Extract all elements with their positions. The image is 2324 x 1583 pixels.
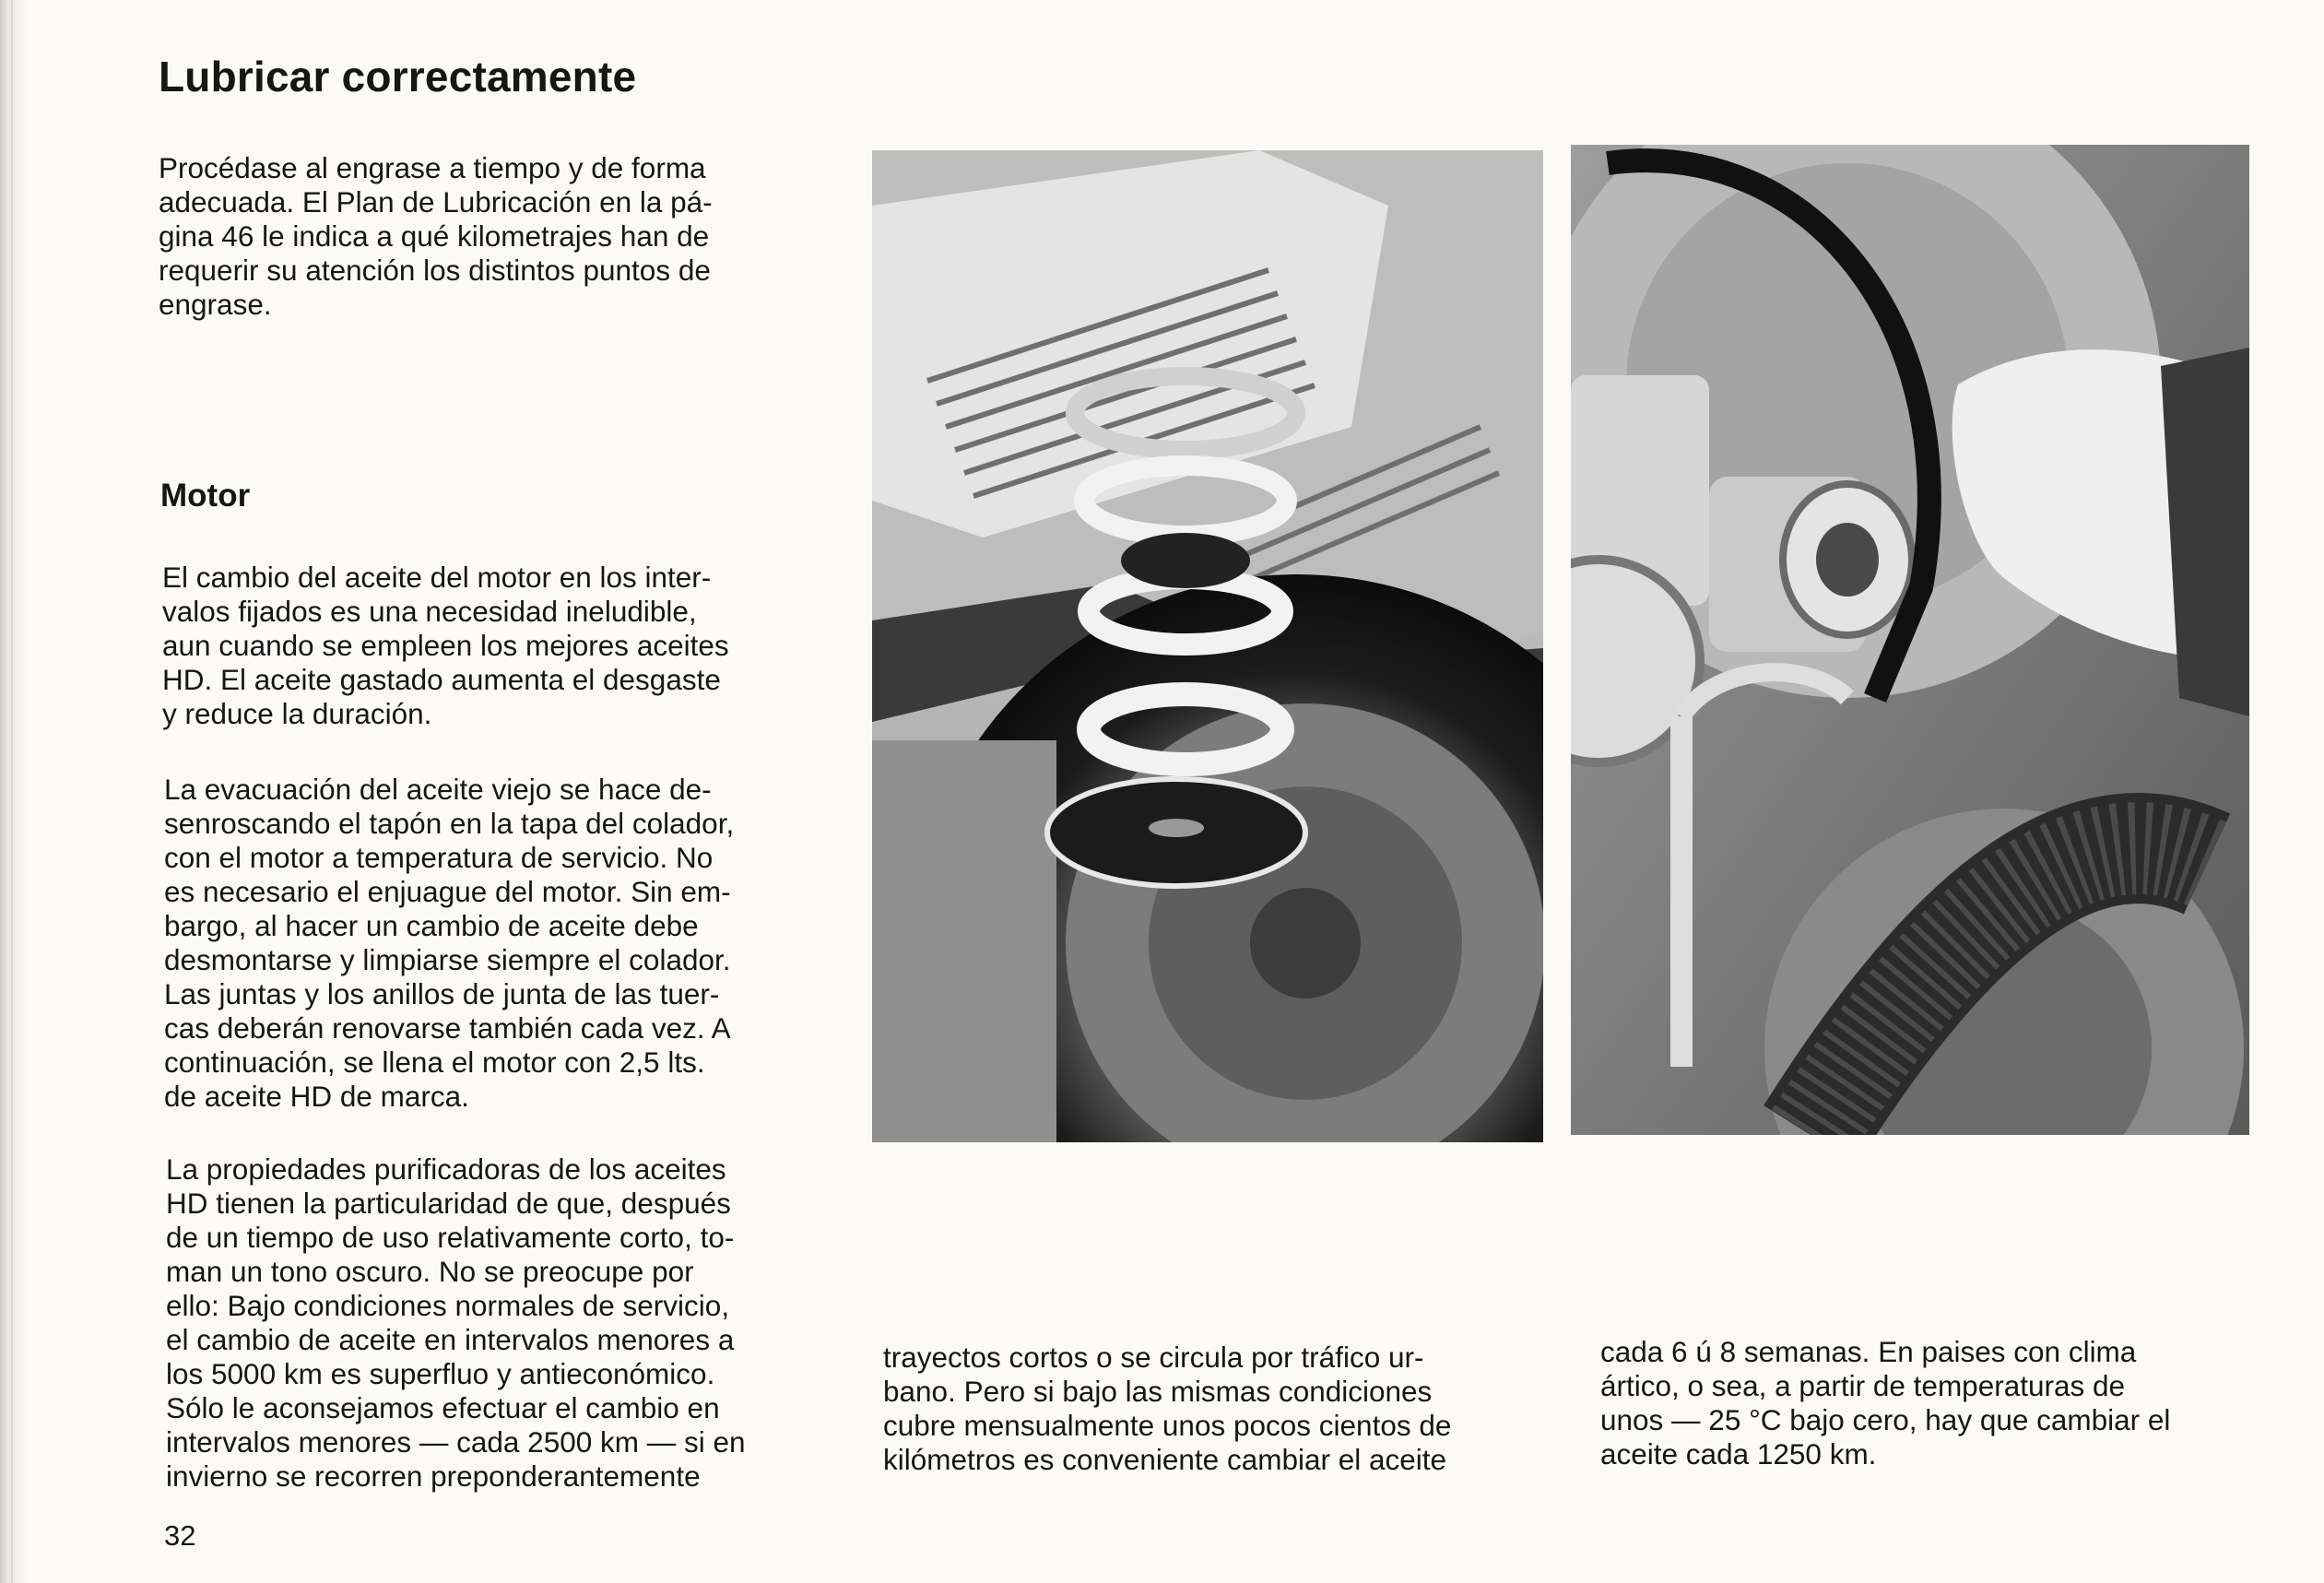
- motor-paragraph-3: La propiedades purificadoras de los aceites HD tienen la particularidad de que, después de un tiempo de uso relativamente corto, to- man un tono oscuro. No se preocupe por ello: Bajo condiciones normales de servicio, el cambio de aceite en intervalos menores a los 5000 km es superfluo y antieconómico. Sólo le aconsejamos efectuar el cambio en intervalos menores — cada 2500 km — si en invierno se recorren preponderantemente: [166, 1152, 746, 1493]
- dipstick-illustration: [1571, 145, 2249, 1135]
- motor-paragraph-2: La evacuación del aceite viejo se hace de- senroscando el tapón en la tapa del colador, con el motor a temperatura de servicio. No es necesario el enjuague del motor. Sin em- bargo, al hacer un cambio de aceite debe desmontarse y limpiarse siempre el colador. Las juntas y los anillos de junta de las tuer- cas deberán renovarse también cada vez. A continuación, se llena el motor con 2,5 lts. de aceite HD de marca.: [164, 773, 735, 1113]
- motor-paragraph-1: El cambio del aceite del motor en los inter- valos fijados es una necesidad ineludible, aun cuando se empleen los mejores aceites HD. El aceite gastado aumenta el desgaste y reduce la duración.: [162, 561, 729, 730]
- section-heading-motor: Motor: [160, 478, 251, 514]
- oil-strainer-illustration: [872, 150, 1543, 1142]
- dipstick-photo: [1571, 145, 2249, 1135]
- page-title: Lubricar correctamente: [159, 53, 637, 100]
- page-number: 32: [164, 1519, 196, 1552]
- motor-paragraph-5: cada 6 ú 8 semanas. En paises con clima ártico, o sea, a partir de temperaturas de unos — 25 °C bajo cero, hay que cambiar el aceite cada 1250 km.: [1600, 1335, 2171, 1471]
- intro-paragraph: Procédase al engrase a tiempo y de forma adecuada. El Plan de Lubricación en la pá- gina 46 le indica a qué kilometrajes han de requerir su atención los distintos puntos de engrase.: [159, 151, 713, 321]
- motor-paragraph-4: trayectos cortos o se circula por tráfico ur- bano. Pero si bajo las mismas condiciones cubre mensualmente unos pocos cientos de kilómetros es conveniente cambiar el aceite: [883, 1341, 1452, 1476]
- page-binding-edge: [0, 0, 28, 1583]
- oil-strainer-photo: [872, 150, 1543, 1142]
